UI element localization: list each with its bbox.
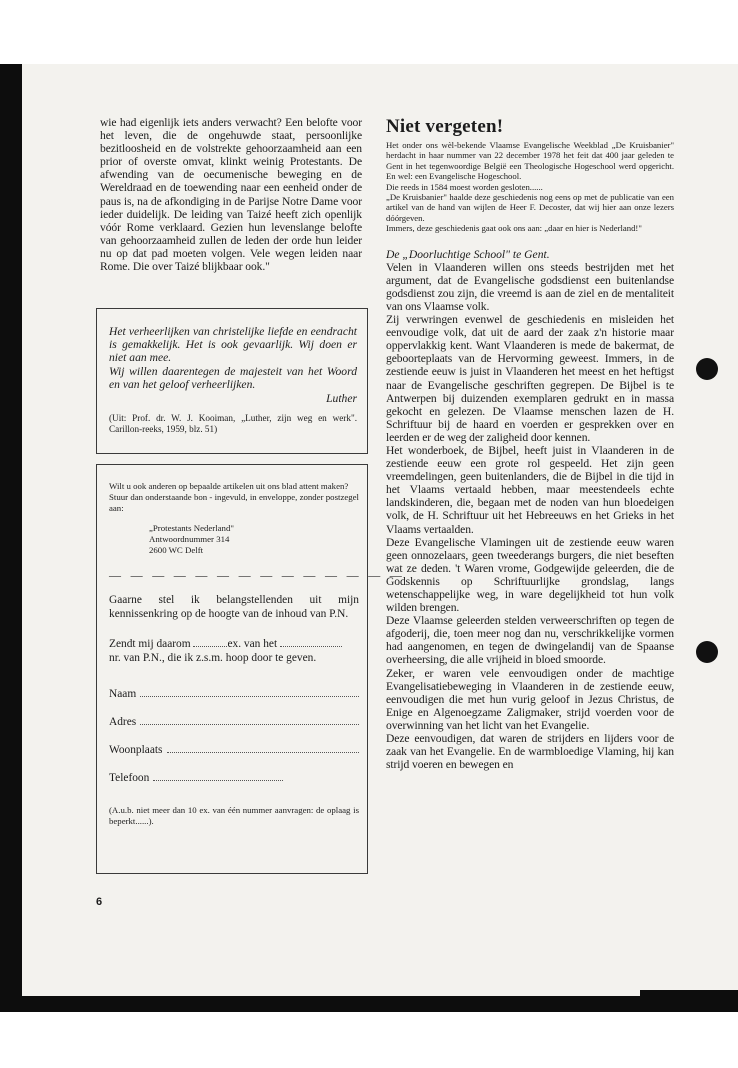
quote-author: Luther (326, 392, 357, 406)
scan-edge-bottom (0, 996, 738, 1012)
copies-blank[interactable] (193, 638, 227, 647)
article-subheading: De „Doorluchtige School" te Gent. (386, 247, 550, 261)
intro-paragraph: „De Kruisbanier" haalde deze geschiedenis nog eens op met de publicatie van een artikel van de hand van wijlen de Heer F. Decoster, dat wij hier aan onze lezers dóórgeven. (386, 192, 674, 223)
address-line: 2600 WC Delft (149, 544, 204, 555)
address-line: „Protestants Nederland" (149, 523, 234, 534)
article-heading: Niet vergeten! (386, 116, 504, 137)
coupon-intro-2: Stuur dan onderstaande bon - ingevuld, in enveloppe, zonder postzegel aan: (109, 491, 359, 513)
field-label: Telefoon (109, 771, 150, 784)
field-blank[interactable] (153, 771, 283, 781)
intro-paragraph: Het onder ons wèl-bekende Vlaamse Evangelische Weekblad „De Kruisbanier" herdacht in haar nummer van 22 december 1978 het feit dat 400 jaar geleden te Gent in het tegenwoordige België een Theologische Hogeschool werd opgericht. En wel: een Evangelische Hogeschool. (386, 140, 674, 182)
left-column (100, 116, 362, 273)
intro-paragraph: Immers, deze geschiedenis gaat ook ons aan: „daar en hier is Nederland!" (386, 223, 642, 234)
binder-hole (696, 358, 718, 380)
cut-line: — — — — — — — — — — — — — — (109, 567, 406, 582)
coupon-address (149, 523, 359, 555)
body-paragraph: Deze eenvoudigen, dat waren de strijders en lijders voor de zaak van het Evangelie. En de warmbloedige Vlaming, hij kan strijd voeren en bewegen en (386, 732, 674, 772)
body-paragraph: Velen in Vlaanderen willen ons steeds bestrijden met het argument, dat de Evangelische godsdienst een buitenlandse godsdienst zou zijn, die vreemd is aan de ziel en de mentaliteit van ons Vlaamse volk. (386, 260, 674, 313)
send-middle: ex. van het (227, 637, 278, 650)
body-paragraph: Deze Vlaamse geleerden stelden verweerschriften op tegen de afgoderij, die, toen meer nog dan nu, verschrikkelijke vormen had aangenomen, en tegen de dwingelandij van de Spaanse overheersing, die alle vrijheid in bloed smoorde. (386, 614, 674, 667)
field-label: Woonplaats (109, 743, 163, 756)
address-line: Antwoordnummer 314 (149, 534, 230, 545)
coupon-intro-1: Wilt u ook anderen op bepaalde artikelen uit ons blad attent maken? (109, 481, 349, 491)
send-line-2: nr. van P.N., die ik z.s.m. hoop door te geven. (109, 651, 317, 664)
issue-blank[interactable] (280, 638, 342, 647)
field-woonplaats[interactable] (109, 743, 359, 757)
coupon-request-text: Gaarne stel ik belangstellenden uit mijn kennissenkring op de hoogte van de inhoud van P.N. (109, 593, 359, 620)
binder-hole (696, 641, 718, 663)
send-prefix: Zendt mij daarom (109, 637, 191, 650)
field-label: Naam (109, 687, 137, 700)
coupon-note: (A.u.b. niet meer dan 10 ex. van één nummer aanvragen: de oplaag is beperkt......). (109, 804, 359, 826)
left-paragraph: wie had eigenlijk iets anders verwacht? Een belofte voor het leven, die de ongehuwde staat, persoonlijke bezitloosheid en de volstrekte gehoorzaamheid aan een prior of overste omvat, klinkt weinig Protestants. De afwending van de oecumenische beweging en de Wereldraad en de toewending naar een eenheid onder de paus is, na de afkondiging in de Parijse Notre Dame voor ieder duidelijk. De leiding van Taizé heeft zich openlijk vóór Rome verklaard. Gezien hun levenslange belofte van gehoorzaamheid zullen de leden der orde hun leider nu op dat pad moeten volgen. Vele wegen leiden naar Rome. Die over Taizé blijkbaar ook." (100, 116, 362, 274)
quote-text-2: Wij willen daarentegen de majesteit van het Woord en van het geloof verheerlijken. (109, 364, 357, 391)
scan-edge-bottom-right (640, 990, 738, 1000)
field-blank[interactable] (140, 687, 359, 697)
send-copies-line (109, 637, 359, 651)
field-naam[interactable] (109, 687, 359, 701)
field-blank[interactable] (167, 743, 360, 753)
body-paragraph: Het wonderboek, de Bijbel, heeft juist in Vlaanderen in de zestiende eeuw een grote rol gespeeld. Het zijn geen vreemdelingen, geen buitenlanders, die de Bijbel in die tijd in het Vlaams vertaald hebben, maar meestendeels echte landskinderen, die, begaan met de noden van hun bloedeigen volk, de H. Schriftuur uit het Hebreeuws en het Grieks in het Vlaams vertaalden. (386, 443, 674, 536)
field-adres[interactable] (109, 715, 359, 729)
quote-box (96, 308, 368, 454)
quote-text-1: Het verheerlijken van christelijke liefde en eendracht is gemakkelijk. Het is ook gevaarlijk. Wij doen er niet aan mee. (109, 325, 357, 365)
field-blank[interactable] (140, 715, 359, 725)
scan-edge-left (0, 64, 22, 1012)
body-paragraph: Deze Evangelische Vlamingen uit de zestiende eeuw waren geen onnozelaars, geen tweederangs burgers, die niet beseften wat ze deden. 't Waren vrome, Godgewijde geleerden, die de Godskennis op Schriftuurlijke grondslag, langs wetenschappelijke weg, in ware degelijkheid tot hun volk wilden brengen. (386, 535, 674, 615)
field-label: Adres (109, 715, 137, 728)
order-coupon (96, 464, 406, 874)
field-telefoon[interactable] (109, 771, 359, 785)
body-paragraph: Zeker, er waren vele eenvoudigen onder de machtige Evangelisatiebeweging in Vlaanderen in de zestiende eeuw, eenvoudigen die met hun vurig geloof in Jezus Christus, de Enige en Algenoegzame Zaligmaker, strijd voerden voor de overwinning van het licht van het Evangelie. (386, 666, 674, 732)
page-number: 6 (96, 896, 103, 908)
intro-paragraph: Die reeds in 1584 moest worden gesloten...... (386, 181, 543, 192)
right-column (386, 116, 674, 771)
quote-source: (Uit: Prof. dr. W. J. Kooiman, „Luther, zijn weg en werk". Carillon-reeks, 1959, blz. 51) (109, 413, 357, 435)
body-paragraph: Zij verwringen evenwel de geschiedenis en misleiden het eenvoudige volk, dat uit de aard der zaak z'n historie maar oppervlakkig kent. Want Vlaanderen is mede de bakermat, de geboorteplaats van de Hervorming geweest. Immers, in de zestiende eeuw is juist in Vlaanderen het meest en het heftigst naar de Evangelische geschriften gegrepen. De Bijbel is te Antwerpen bij duizenden exemplaren gedrukt en in massa gekocht en gelezen. De Vlaamse menschen lazen de H. Schriftuur bij de haard en voerden er gesprekken over en leerden er de weg der zaligheid door kennen. (386, 313, 674, 444)
article-intro (386, 140, 674, 234)
